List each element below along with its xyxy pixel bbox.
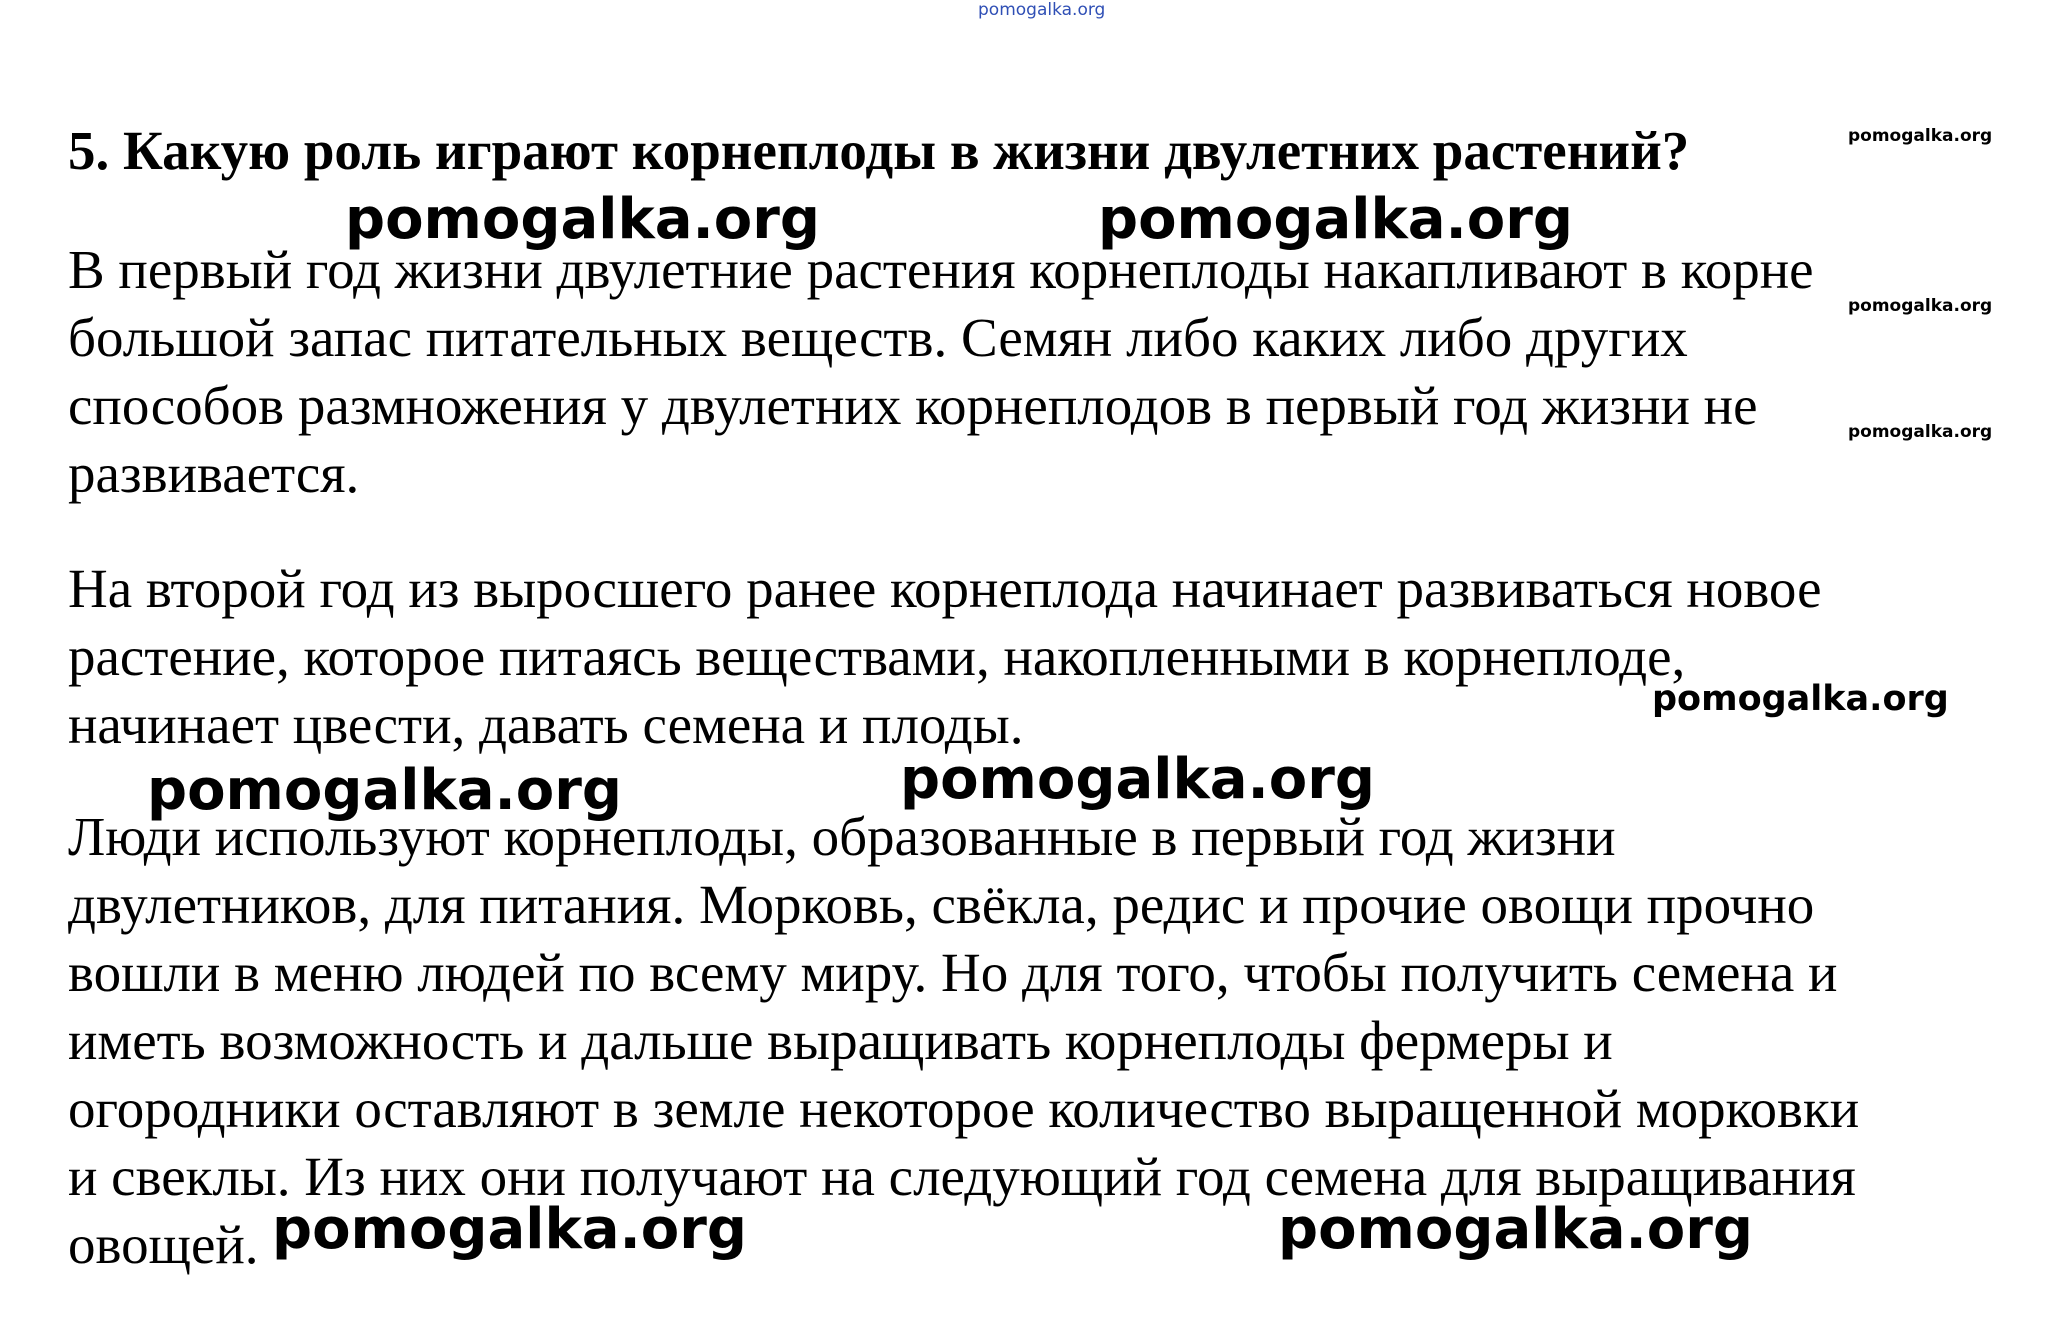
watermark-small: pomogalka.org (1848, 296, 1993, 316)
paragraph-line: начинает цвести, давать семена и плоды. (68, 694, 1024, 755)
paragraph-line: и свеклы. Из них они получают на следующий год семена для выращивания (68, 1146, 1856, 1207)
answer-paragraph-2 (68, 555, 2028, 759)
question-heading: 5. Какую роль играют корнеплоды в жизни двулетних растений? (68, 120, 1690, 181)
paragraph-line: На второй год из выросшего ранее корнеплода начинает развиваться новое (68, 558, 1822, 619)
paragraph-line: развивается. (68, 443, 360, 504)
paragraph-line: овощей. (68, 1214, 259, 1275)
watermark-large: pomogalka.org (345, 187, 820, 252)
paragraph-line: двулетников, для питания. Морковь, свёкла, редис и прочие овощи прочно (68, 874, 1815, 935)
watermark-small: pomogalka.org (1848, 126, 1993, 146)
watermark-large: pomogalka.org (1278, 1197, 1753, 1262)
watermark-large: pomogalka.org (147, 758, 622, 823)
paragraph-line: Люди используют корнеплоды, образованные в первый год жизни (68, 806, 1616, 867)
watermark-small: pomogalka.org (1848, 422, 1993, 442)
watermark-large: pomogalka.org (272, 1197, 747, 1262)
watermark-large: pomogalka.org (900, 747, 1375, 812)
watermark-large: pomogalka.org (1098, 187, 1573, 252)
paragraph-line: огородники оставляют в земле некоторое количество выращенной морковки (68, 1078, 1860, 1139)
paragraph-line: В первый год жизни двулетние растения корнеплоды накапливают в корне (68, 239, 1814, 300)
paragraph-line: большой запас питательных веществ. Семян либо каких либо других (68, 307, 1688, 368)
top-watermark: pomogalka.org (978, 0, 1106, 20)
paragraph-line: способов размножения у двулетних корнеплодов в первый год жизни не (68, 375, 1758, 436)
paragraph-line: вошли в меню людей по всему миру. Но для того, чтобы получить семена и (68, 942, 1838, 1003)
answer-paragraph-1 (68, 236, 2028, 508)
paragraph-line: растение, которое питаясь веществами, накопленными в корнеплоде, (68, 626, 1686, 687)
watermark-medium: pomogalka.org (1652, 679, 1949, 719)
paragraph-line: иметь возможность и дальше выращивать корнеплоды фермеры и (68, 1010, 1613, 1071)
